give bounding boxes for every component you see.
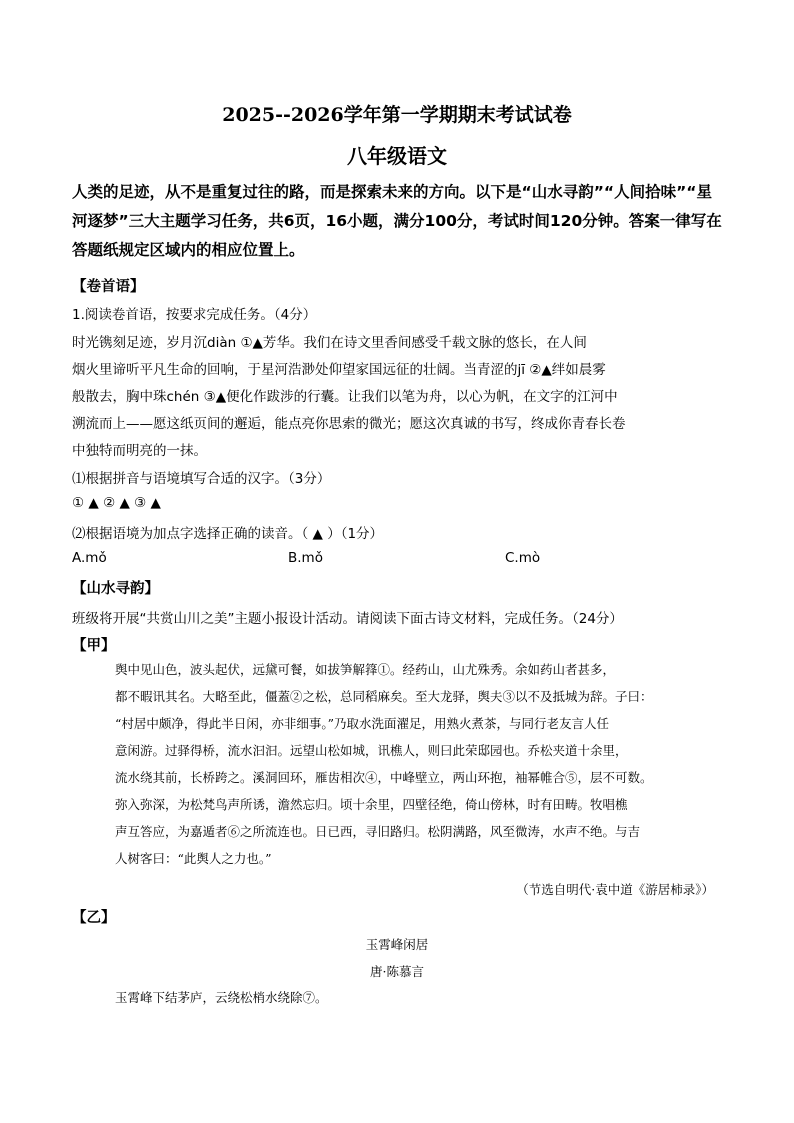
question-1: 1.阅读卷首语，按要求完成任务。（4分）	[72, 307, 317, 323]
passage-line: 人树客曰：“此舆人之力也。”	[115, 851, 272, 866]
exam-title: 2025--2026学年第一学期期末考试试卷	[222, 104, 572, 126]
exam-intro: 人类的足迹，从不是重复过往的路，而是探索未来的方向。以下是“山水寻韵”“人间拾味”“星河逐梦”三大主题学习任务，共6页，16小题，满分100分，考试时间120分钟。答案一律写在答题纸规定区域内的相应位置上。	[72, 183, 722, 259]
task-description: 班级将开展“共赏山川之美”主题小报设计活动。请阅读下面古诗文材料，完成任务。（24分）	[72, 611, 623, 627]
option-a: A.mǒ	[72, 550, 107, 566]
exam-subtitle: 八年级语文	[347, 144, 447, 168]
passage-line: 弥入弥深，为松梵鸟声所诱，澹然忘归。顷十余里，四壁径绝，倚山傍林，时有田畴。牧唱樵	[115, 797, 628, 812]
passage-line: 舆中见山色，波头起伏，远黛可餐，如拔笋解箨①。经药山，山尤殊秀。余如药山者甚多，	[115, 662, 616, 677]
passage-label-yi: 【乙】	[72, 910, 116, 926]
passage-line: 流水绕其前，长桥跨之。溪洞回环，雁齿相次④，中峰壁立，两山环抱，袖幂帷合⑤，层不可数。	[115, 770, 653, 785]
passage-source: （节选自明代·袁中道《游居柿录》）	[516, 882, 714, 897]
option-b: B.mǒ	[288, 550, 323, 566]
preface-line: 溯流而上——愿这纸页间的邂逅，能点亮你思索的微光；愿这次真诚的书写，终成你青春长卷	[72, 416, 626, 432]
preface-line: 中独特而明亮的一抹。	[72, 443, 207, 459]
subquestion-1: ⑴根据拼音与语境填写合适的汉字。（3分）	[72, 471, 331, 487]
section-heading-preface: 【卷首语】	[72, 279, 145, 295]
passage-line: 意闲游。过驿得桥，流水汩汩。远望山松如城，讯樵人，则曰此荣邸园也。乔松夹道十余里，	[115, 743, 628, 758]
passage-line: 声互答应，为嘉遁者⑥之所流连也。日已西，寻旧路归。松阴满路，风至微涛，水声不绝。与吉	[115, 824, 641, 839]
preface-line: 烟火里谛听平凡生命的回响，于星河浩渺处仰望家国远征的壮阔。当青涩的jī ②▲绊如晨雾	[72, 362, 606, 378]
passage-line: “村居中颇净，得此半日闲，亦非细事。”乃取水洗面濯足，用熟火煮茶，与同行老友言人任	[115, 716, 610, 731]
preface-line: 般散去，胸中珠chén ③▲便化作跋涉的行囊。让我们以笔为舟，以心为帆，在文字的江河中	[72, 389, 618, 405]
passage-label-jia: 【甲】	[72, 638, 116, 654]
option-c: C.mò	[505, 550, 541, 566]
preface-line: 时光镌刻足迹，岁月沉diàn ①▲芳华。我们在诗文里香间感受千载文脉的悠长，在人间	[72, 335, 587, 351]
poem-line: 玉霄峰下结茅庐，云绕松梢水绕除⑦。	[115, 990, 328, 1005]
poem-body	[115, 984, 715, 1011]
passage-line: 都不暇讯其名。大略至此，僵蓋②之松，总同稻麻矣。至大龙驿，舆夫③以不及抵城为辞。子曰：	[115, 689, 653, 704]
section-heading-landscape: 【山水寻韵】	[72, 581, 159, 597]
poem-author: 唐·陈慕言	[370, 964, 424, 979]
poem-title: 玉霄峰闲居	[365, 937, 429, 952]
classical-passage-jia	[115, 656, 715, 872]
subquestion-2: ⑵根据语境为加点字选择正确的读音。（ ▲ ）（1分）	[72, 526, 384, 542]
answer-blanks: ① ▲ ② ▲ ③ ▲	[72, 495, 161, 511]
